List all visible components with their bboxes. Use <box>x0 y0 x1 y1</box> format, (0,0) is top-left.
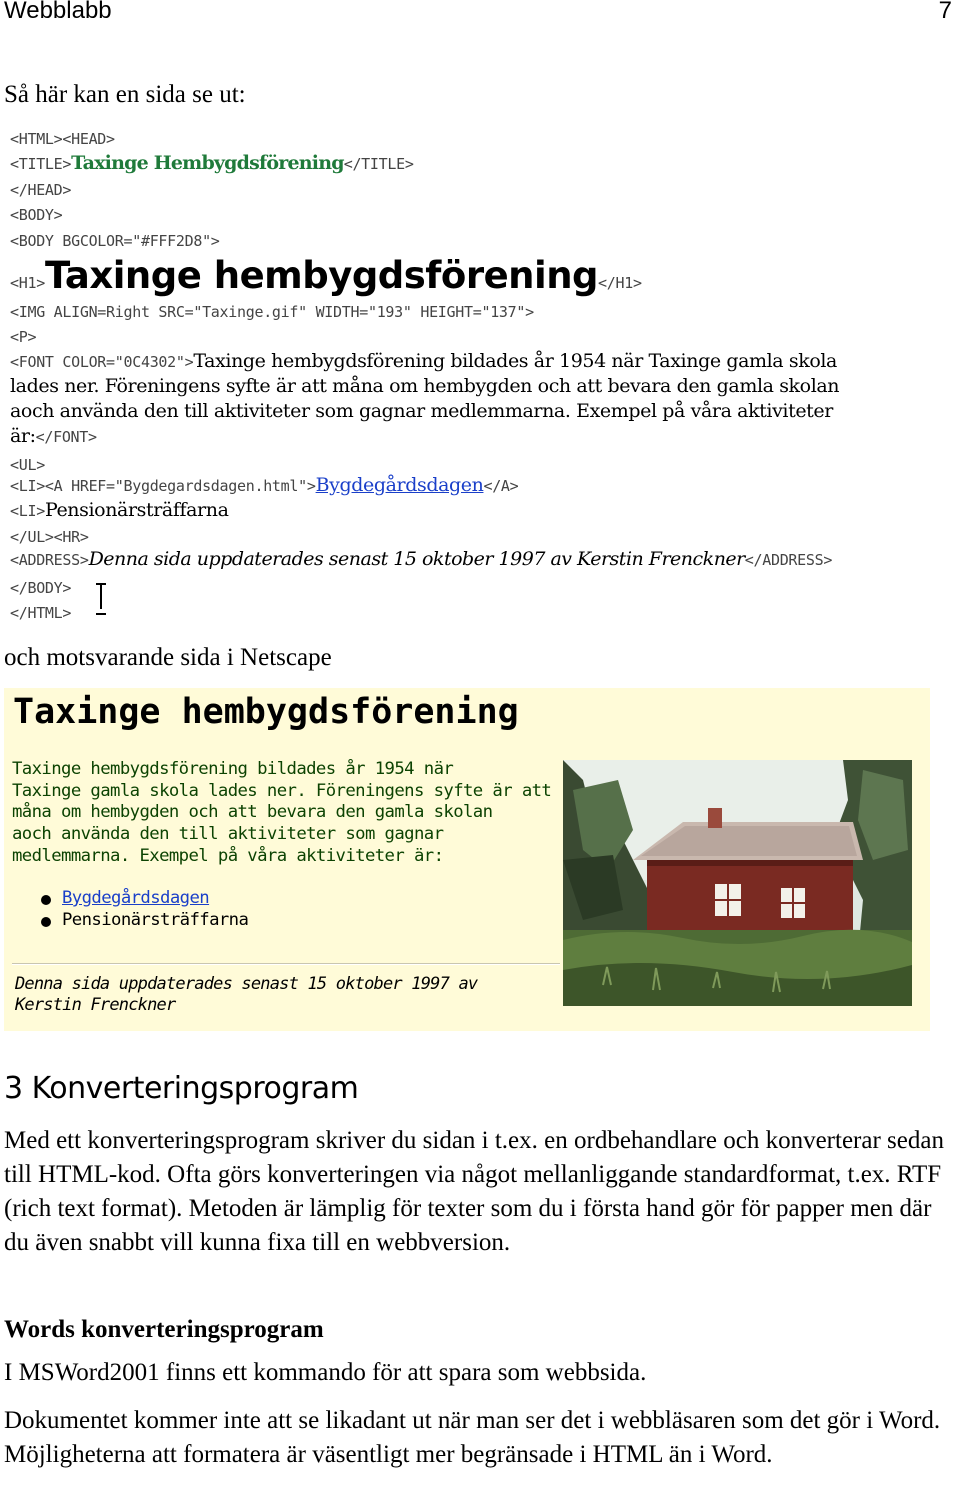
code-paragraph-text: Taxinge hembygdsförening bildades år 1954 när Taxinge gamla skola <box>193 350 837 372</box>
rendered-paragraph-line: medlemmarna. Exempel på våra aktiviteter är: <box>12 845 444 866</box>
bygdegardsdagen-link[interactable]: Bygdegårdsdagen <box>62 888 210 908</box>
code-tag: <FONT COLOR="0C4302"> <box>10 353 194 371</box>
horizontal-rule <box>12 963 560 965</box>
code-line <box>10 232 220 251</box>
code-tag: <LI> <box>10 502 45 520</box>
page-header <box>0 0 960 28</box>
rendered-heading: Taxinge hembygdsförening <box>13 692 519 732</box>
address-line: Kerstin Frenckner <box>15 995 176 1015</box>
code-tag: <UL> <box>10 456 45 474</box>
netscape-rendered-page <box>4 688 930 1031</box>
code-tag: </UL><HR> <box>10 528 89 546</box>
word-paragraph: I MSWord2001 finns ett kommando för att spara som webbsida. <box>4 1359 647 1386</box>
code-line <box>10 254 642 297</box>
rendered-paragraph-line: måna om hembygden och att bevara den gamla skolan <box>12 802 493 823</box>
text-cursor-icon <box>96 583 106 613</box>
rendered-address <box>15 974 575 1016</box>
code-tag: </HTML> <box>10 604 72 622</box>
page-number: 7 <box>938 0 952 24</box>
code-address-text: Denna sida uppdaterades senast 15 oktober 1997 av Kerstin Frenckner <box>88 548 745 570</box>
rendered-paragraph-line: Taxinge gamla skola lades ner. Föreningens syfte är att <box>12 780 552 801</box>
code-line <box>10 579 71 598</box>
rendered-paragraph-line: aoch använda den till aktiviteter som gagnar <box>12 824 444 845</box>
code-list-text: Pensionärsträffarna <box>44 499 229 521</box>
code-line <box>10 499 229 521</box>
code-tag: <BODY BGCOLOR="#FFF2D8"> <box>10 232 220 250</box>
code-tag: <LI><A HREF="Bygdegardsdagen.html"> <box>10 477 316 495</box>
header-title: Webblabb <box>4 0 112 24</box>
code-tag: <BODY> <box>10 206 63 224</box>
code-line <box>10 152 414 174</box>
code-line <box>10 375 839 397</box>
code-h1-text: Taxinge hembygdsförening <box>44 254 599 297</box>
code-tag: </H1> <box>598 274 642 292</box>
code-tag: </ADDRESS> <box>744 551 833 569</box>
section-paragraph: Med ett konverteringsprogram skriver du sidan i t.ex. en ordbehandlare och konverterar sedan till HTML-kod. Ofta görs konverteringen via något mellanliggande standardformat, t.ex. RTF (rich text format). Metoden är lämplig för texter som du i första hand gör för papper men där du även snabbt vill kunna fixa till en webbversion. <box>4 1127 944 1256</box>
rendered-list <box>62 888 248 931</box>
intro-text: Så här kan en sida se ut: <box>4 81 246 108</box>
code-tag: <IMG ALIGN=Right SRC="Taxinge.gif" WIDTH="193" HEIGHT="137"> <box>10 303 534 321</box>
netscape-intro-text: och motsvarande sida i Netscape <box>4 644 332 671</box>
house-photo <box>563 760 912 1006</box>
code-tag: </TITLE> <box>343 155 414 173</box>
document-paragraph: Dokumentet kommer inte att se likadant ut när man ser det i webbläsaren som det gör i Word. Möjligheterna att formatera är väsentligt mer begränsade i HTML än i Word. <box>4 1407 941 1468</box>
code-paragraph-text: aoch använda den till aktiviteter som gagnar medlemmarna. Exempel på våra aktiviteter <box>10 400 833 422</box>
code-link-text: Bygdegårdsdagen <box>315 474 484 496</box>
code-line <box>10 425 97 447</box>
list-item[interactable] <box>62 888 248 910</box>
code-line <box>10 400 833 422</box>
code-tag: </A> <box>483 477 519 495</box>
code-tag: <TITLE> <box>10 155 72 173</box>
code-title-text: Taxinge Hembygdsförening <box>71 152 344 174</box>
code-tag: <ADDRESS> <box>10 551 89 569</box>
code-line <box>10 548 832 570</box>
code-tag: <HTML><HEAD> <box>10 130 115 148</box>
code-tag: </HEAD> <box>10 181 72 199</box>
rendered-paragraph-line: Taxinge hembygdsförening bildades år 1954 när <box>12 759 454 779</box>
code-line <box>10 350 837 372</box>
code-line <box>10 456 45 475</box>
address-line: Denna sida uppdaterades senast 15 oktober 1997 av <box>15 974 478 994</box>
code-paragraph-text: lades ner. Föreningens syfte är att måna om hembygden och att bevara den gamla skolan <box>10 375 840 397</box>
code-paragraph-text: är: <box>10 425 36 447</box>
code-line <box>10 328 36 347</box>
section-title: 3 Konverteringsprogram <box>4 1071 359 1106</box>
code-tag: </BODY> <box>10 579 72 597</box>
html-code-listing <box>10 128 930 628</box>
code-line <box>10 206 62 225</box>
rendered-paragraph <box>12 759 562 868</box>
code-line <box>10 181 71 200</box>
house-photo-illustration <box>563 760 912 1006</box>
list-item <box>62 910 248 932</box>
code-tag: </FONT> <box>35 428 97 446</box>
code-line <box>10 528 89 547</box>
code-line <box>10 474 518 496</box>
subheading: Words konverteringsprogram <box>4 1316 324 1343</box>
code-line <box>10 130 115 149</box>
code-line <box>10 604 71 623</box>
code-line <box>10 303 534 322</box>
list-item-text: Pensionärsträffarna <box>62 909 249 930</box>
code-tag: <P> <box>10 328 37 346</box>
code-tag: <H1> <box>10 274 45 292</box>
